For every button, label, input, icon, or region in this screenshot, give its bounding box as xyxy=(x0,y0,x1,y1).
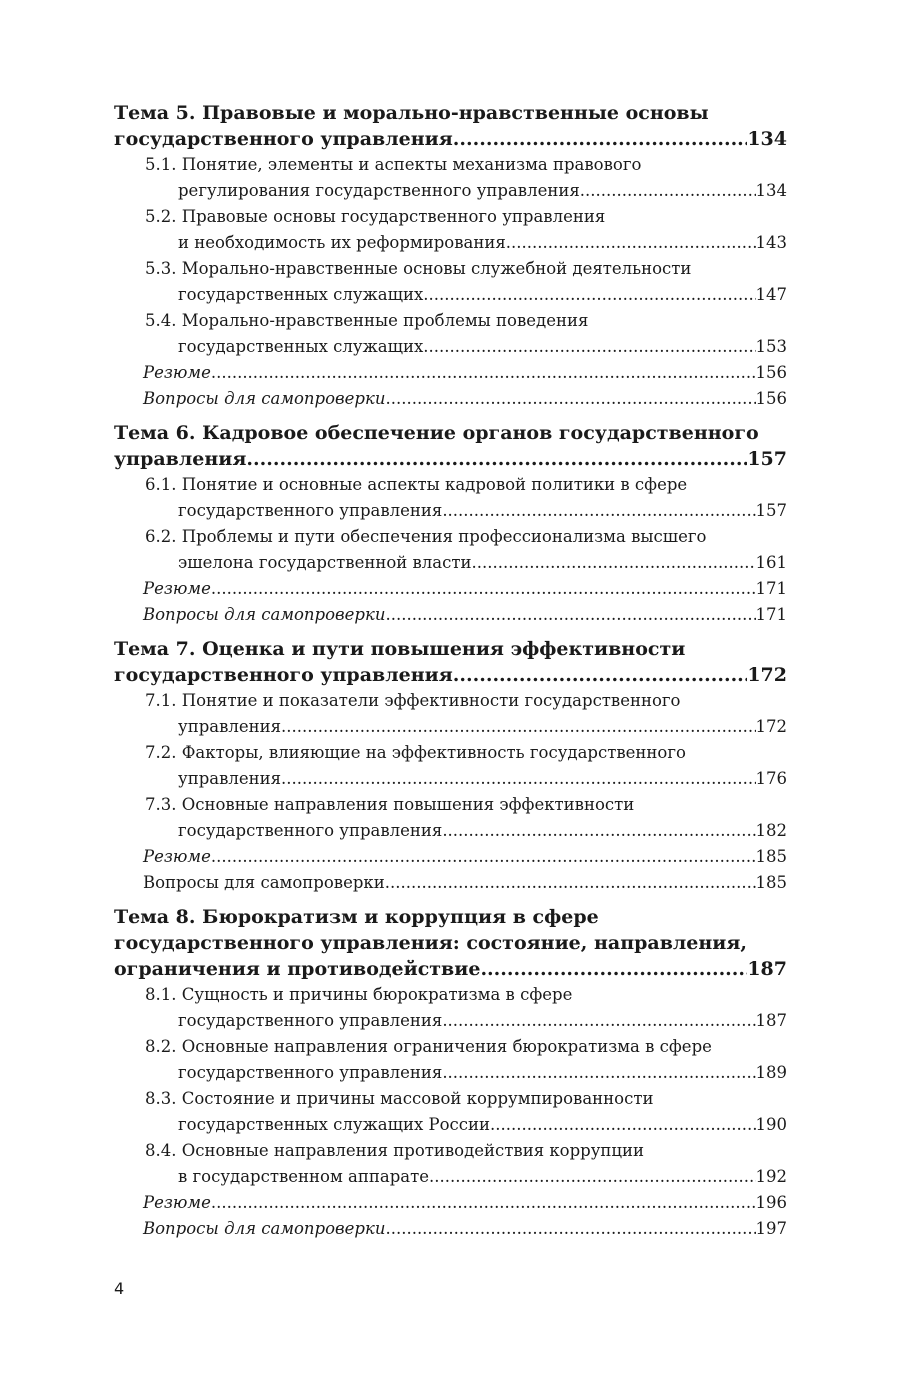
page-ref: 156 xyxy=(755,389,787,408)
questions-label: Вопросы для самопроверки xyxy=(143,389,386,408)
entry-title-line: 7.3. Основные направления повышения эффективности xyxy=(145,795,635,814)
summary-label: Резюме xyxy=(143,1193,211,1212)
entry-leader xyxy=(145,498,787,524)
topic-leader xyxy=(114,956,787,982)
dot-leader xyxy=(442,1008,755,1034)
toc-entry[interactable] xyxy=(114,740,787,792)
entry-title-line: эшелона государственной власти xyxy=(178,553,472,572)
dot-leader xyxy=(480,956,747,982)
dot-leader xyxy=(211,360,756,386)
entry-leader xyxy=(145,714,787,740)
topic-heading[interactable] xyxy=(114,100,787,152)
page-ref: 185 xyxy=(755,847,787,866)
toc-entry[interactable] xyxy=(114,792,787,844)
dot-leader xyxy=(506,230,756,256)
toc-questions[interactable] xyxy=(114,870,787,896)
questions-label: Вопросы для самопроверки xyxy=(143,873,385,892)
topic-title-line: государственного управления: состояние, направления, xyxy=(114,932,748,954)
entry-leader xyxy=(145,282,787,308)
topic-title-line: Тема 6. Кадровое обеспечение органов государственного xyxy=(114,422,759,444)
entry-title-line: 6.2. Проблемы и пути обеспечения профессионализма высшего xyxy=(145,527,707,546)
toc-entry[interactable] xyxy=(114,308,787,360)
entry-title-line: 6.1. Понятие и основные аспекты кадровой политики в сфере xyxy=(145,475,688,494)
dot-leader xyxy=(385,386,755,412)
toc-entry[interactable] xyxy=(114,1138,787,1190)
summary-leader xyxy=(143,1190,787,1216)
entry-title-line: 5.4. Морально-нравственные проблемы поведения xyxy=(145,311,589,330)
summary-label: Резюме xyxy=(143,579,211,598)
entry-title-line: государственного управления xyxy=(178,821,443,840)
dot-leader xyxy=(442,818,755,844)
entry-title-line: 5.1. Понятие, элементы и аспекты механизма правового xyxy=(145,155,642,174)
dot-leader xyxy=(385,870,756,896)
questions-leader xyxy=(143,870,787,896)
dot-leader xyxy=(442,1060,755,1086)
topic-title-line: государственного управления xyxy=(114,664,453,686)
topic-heading[interactable] xyxy=(114,904,787,982)
topic-leader xyxy=(114,446,787,472)
dot-leader xyxy=(385,602,755,628)
entry-title-line: 5.3. Морально-нравственные основы служебной деятельности xyxy=(145,259,692,278)
entry-title-line: 7.1. Понятие и показатели эффективности государственного xyxy=(145,691,681,710)
toc-summary[interactable] xyxy=(114,1190,787,1216)
entry-title-line: государственных служащих xyxy=(178,337,424,356)
summary-leader xyxy=(143,844,787,870)
toc-summary[interactable] xyxy=(114,576,787,602)
entry-title-line: государственных служащих России xyxy=(178,1115,491,1134)
page-ref: 134 xyxy=(747,128,787,150)
toc-summary[interactable] xyxy=(114,360,787,386)
page-ref: 161 xyxy=(755,553,787,572)
page-ref: 134 xyxy=(755,181,787,200)
page-ref: 190 xyxy=(755,1115,787,1134)
page-ref: 153 xyxy=(755,337,787,356)
entry-title-line: государственного управления xyxy=(178,501,443,520)
toc-topic-5 xyxy=(114,100,787,412)
toc-entry[interactable] xyxy=(114,1034,787,1086)
dot-leader xyxy=(453,126,748,152)
dot-leader xyxy=(423,334,755,360)
entry-title-line: 5.2. Правовые основы государственного управления xyxy=(145,207,606,226)
entry-title-line: 8.4. Основные направления противодействия коррупции xyxy=(145,1141,645,1160)
topic-heading[interactable] xyxy=(114,420,787,472)
toc-entry[interactable] xyxy=(114,524,787,576)
toc-entry[interactable] xyxy=(114,204,787,256)
page-ref: 185 xyxy=(755,873,787,892)
toc-topic-8 xyxy=(114,904,787,1242)
entry-title-line: 7.2. Факторы, влияющие на эффективность государственного xyxy=(145,743,686,762)
entry-title-line: государственных служащих xyxy=(178,285,424,304)
page-ref: 147 xyxy=(755,285,787,304)
page-ref: 197 xyxy=(755,1219,787,1238)
page-ref: 189 xyxy=(755,1063,787,1082)
topic-title-line: управления xyxy=(114,448,247,470)
toc-topic-6 xyxy=(114,420,787,628)
dot-leader xyxy=(472,550,756,576)
entry-leader xyxy=(145,766,787,792)
topic-title-line: ограничения и противодействие xyxy=(114,958,481,980)
entry-title-line: и необходимость их реформирования xyxy=(178,233,506,252)
page-ref: 157 xyxy=(755,501,787,520)
toc-entry[interactable] xyxy=(114,152,787,204)
page-ref: 187 xyxy=(747,958,787,980)
entry-leader xyxy=(145,230,787,256)
summary-label: Резюме xyxy=(143,847,211,866)
topic-leader xyxy=(114,126,787,152)
entry-title-line: регулирования государственного управления xyxy=(178,181,580,200)
page-ref: 182 xyxy=(755,821,787,840)
questions-leader xyxy=(143,1216,787,1242)
toc-entry[interactable] xyxy=(114,688,787,740)
entry-title-line: 8.1. Сущность и причины бюрократизма в сфере xyxy=(145,985,573,1004)
entry-leader xyxy=(145,1112,787,1138)
page-ref: 171 xyxy=(755,605,787,624)
dot-leader xyxy=(580,178,756,204)
dot-leader xyxy=(490,1112,755,1138)
dot-leader xyxy=(211,1190,756,1216)
toc-questions[interactable] xyxy=(114,1216,787,1242)
toc-summary[interactable] xyxy=(114,844,787,870)
summary-leader xyxy=(143,360,787,386)
topic-title-line: государственного управления xyxy=(114,128,453,150)
page-ref: 172 xyxy=(755,717,787,736)
entry-title-line: управления xyxy=(178,717,282,736)
toc-questions[interactable] xyxy=(114,602,787,628)
dot-leader xyxy=(442,498,755,524)
dot-leader xyxy=(453,662,748,688)
questions-label: Вопросы для самопроверки xyxy=(143,605,386,624)
dot-leader xyxy=(281,714,755,740)
questions-leader xyxy=(143,386,787,412)
topic-title-line: Тема 8. Бюрократизм и коррупция в сфере xyxy=(114,906,599,928)
page-ref: 176 xyxy=(755,769,787,788)
page-ref: 187 xyxy=(755,1011,787,1030)
dot-leader xyxy=(385,1216,755,1242)
summary-label: Резюме xyxy=(143,363,211,382)
table-of-contents xyxy=(114,100,787,1250)
topic-title-line: Тема 7. Оценка и пути повышения эффективности xyxy=(114,638,686,660)
dot-leader xyxy=(281,766,755,792)
toc-entry[interactable] xyxy=(114,982,787,1034)
page-ref: 171 xyxy=(755,579,787,598)
topic-heading[interactable] xyxy=(114,636,787,688)
toc-topic-7 xyxy=(114,636,787,896)
questions-leader xyxy=(143,602,787,628)
page-ref: 156 xyxy=(755,363,787,382)
entry-leader xyxy=(145,334,787,360)
entry-title-line: государственного управления xyxy=(178,1011,443,1030)
entry-title-line: государственного управления xyxy=(178,1063,443,1082)
page-ref: 192 xyxy=(755,1167,787,1186)
entry-leader xyxy=(145,818,787,844)
page-ref: 157 xyxy=(747,448,787,470)
topic-title-line: Тема 5. Правовые и морально-нравственные основы xyxy=(114,102,709,124)
entry-leader xyxy=(145,1008,787,1034)
entry-leader xyxy=(145,1164,787,1190)
dot-leader xyxy=(246,446,747,472)
toc-entry[interactable] xyxy=(114,1086,787,1138)
page-ref: 196 xyxy=(755,1193,787,1212)
page-number: 4 xyxy=(114,1279,125,1298)
toc-entry[interactable] xyxy=(114,256,787,308)
entry-title-line: в государственном аппарате xyxy=(178,1167,430,1186)
dot-leader xyxy=(211,576,756,602)
dot-leader xyxy=(211,844,756,870)
entry-leader xyxy=(145,178,787,204)
dot-leader xyxy=(429,1164,755,1190)
dot-leader xyxy=(423,282,755,308)
entry-title-line: 8.2. Основные направления ограничения бюрократизма в сфере xyxy=(145,1037,712,1056)
topic-leader xyxy=(114,662,787,688)
page-ref: 172 xyxy=(747,664,787,686)
entry-leader xyxy=(145,550,787,576)
entry-leader xyxy=(145,1060,787,1086)
summary-leader xyxy=(143,576,787,602)
toc-entry[interactable] xyxy=(114,472,787,524)
entry-title-line: управления xyxy=(178,769,282,788)
entry-title-line: 8.3. Состояние и причины массовой коррумпированности xyxy=(145,1089,654,1108)
page-ref: 143 xyxy=(755,233,787,252)
questions-label: Вопросы для самопроверки xyxy=(143,1219,386,1238)
toc-questions[interactable] xyxy=(114,386,787,412)
